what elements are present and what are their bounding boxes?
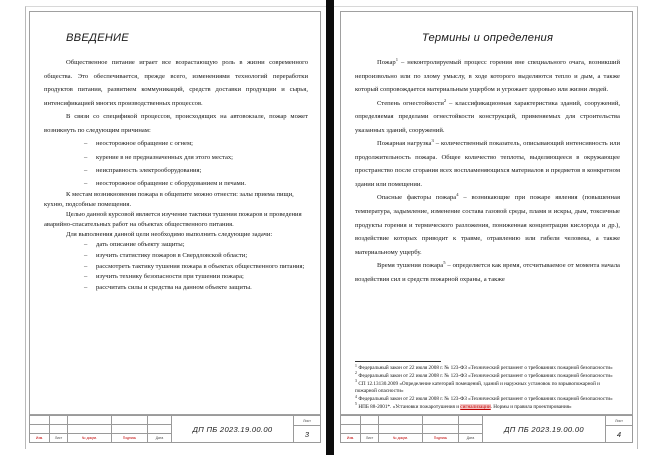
spellcheck-flagged-word[interactable]: сигнализации [460, 404, 491, 411]
title-block-blank-row [423, 416, 458, 425]
title-block-cell-list[interactable] [361, 416, 379, 442]
footnote-marker: 3 [355, 379, 357, 384]
title-block-blank-row [68, 425, 111, 434]
definition-text: – классификационная характеристика зданий, сооружений, определяемая пределами огнестойкости конструкций, применяемых для строительства указанных зданий, сооружений. [355, 99, 621, 134]
document-designation: ДП ПБ 2023.19.00.00 [192, 424, 273, 434]
title-block-blank-row [112, 416, 147, 425]
title-block-label-data: Дата [155, 436, 164, 440]
title-block-4 [340, 415, 633, 443]
title-block-blank-row [361, 416, 378, 425]
page-content-3 [30, 12, 320, 414]
footnote-text-after: . Нормы и правила проектирования» [490, 404, 572, 411]
page-title-terminy: Термины и определения [421, 32, 554, 44]
footnote-marker: 2 [355, 371, 357, 376]
page-sheet-4[interactable] [334, 6, 638, 449]
definition-pozhar [355, 56, 620, 97]
title-block-label-podpis: Подпись [122, 436, 137, 440]
title-block-blank-row [459, 416, 482, 425]
page-frame-3 [29, 11, 321, 415]
list-item: – рассмотреть тактику тушения пожара в объектах общественного питания; [84, 262, 308, 273]
definition-pozharnaya-nagruzka [355, 137, 620, 191]
title-block-designation-cell [483, 416, 606, 442]
title-block-designation-cell [172, 416, 294, 442]
document-designation: ДП ПБ 2023.19.00.00 [504, 424, 584, 434]
footnote-marker: 5 [355, 402, 357, 407]
title-block-3 [29, 415, 321, 443]
page-number-value: 3 [304, 429, 310, 439]
title-block-blank-row [50, 416, 67, 425]
definition-text: – неконтролируемый процесс горения вне специального очага, возникший непроизвольно или по злому умыслу, в ходе которого выделяются тепло и дым, а также который сопровождается материальным ущербом и угрожает здоровью или жизни людей. [355, 59, 620, 94]
intro-paragraph-1: Общественное питание играет все возрастающую роль в жизни современного общества. Это обеспечивается, прежде всего, изменениями технологий переработки продуктов питания, развитием коммуникаций, средств доставки продукции и сырья, интенсификацией многих производственных процессов. [44, 59, 308, 107]
list-item: – дать описание объекту защиты; [84, 240, 308, 251]
title-block-cell-data[interactable] [148, 416, 172, 442]
footnotes-section [355, 361, 620, 412]
definition-term: Пожарная нагрузка [377, 140, 432, 148]
footnote-marker: 4 [355, 394, 357, 399]
title-block-cell-podpis[interactable] [112, 416, 148, 442]
definition-text: – возникающие при пожаре явления (повышенная температура, задымление, изменение состава газовой среды, пламя и искры, дым, токсичные продукты горения и термического разложения, пониженная концентрация кислорода и др.), воздействие которых приводит к травме, отравлению или гибели человека, а также материальному ущербу. [355, 194, 620, 256]
definition-vremya-tusheniya [355, 259, 620, 286]
title-block-cell-dokum[interactable] [379, 416, 423, 442]
footnote-text: Федеральный закон от 22 июля 2008 г. № 123-ФЗ «Технический регламент о требованиях пожарной безопасности» [358, 373, 613, 380]
title-block-blank-row [423, 425, 458, 434]
title-block-page-cell [294, 416, 320, 442]
footnote-marker: 1 [355, 363, 357, 368]
title-block-cell-dokum[interactable] [68, 416, 112, 442]
definition-text: – определяется как время, отсчитываемое от момента начала воздействия сил и средств пожарной охраны, а также [355, 262, 620, 283]
footnote-item [355, 404, 620, 411]
title-block-cell-izm[interactable] [30, 416, 50, 442]
title-block-blank-row [148, 416, 171, 425]
fire-causes-list [44, 137, 308, 190]
list-item: – неисправность электрооборудования; [84, 164, 308, 177]
footnote-text: Федеральный закон от 22 июля 2008 г. № 123-ФЗ «Технический регламент о требованиях пожарной безопасности» [358, 396, 613, 403]
footnote-ref-3[interactable]: 3 [431, 138, 434, 144]
intro-paragraph-2: В связи со спецификой процессов, происходящих на автовокзале, пожар может возникнуть по следующим причинам: [44, 113, 308, 134]
footnote-ref-1[interactable]: 1 [395, 57, 398, 63]
title-block-label-podpis: Подпись [433, 436, 448, 440]
title-block-cell-izm[interactable] [341, 416, 361, 442]
title-block-blank-row [341, 416, 360, 425]
title-block-label-dokum: № докум. [82, 436, 97, 440]
title-block-blank-row [361, 425, 378, 434]
title-block-blank-row [30, 425, 49, 434]
page-title-vvedenie: ВВЕДЕНИЕ [66, 32, 129, 44]
title-block-blank-row [30, 416, 49, 425]
intro-paragraph-4: Целью данной курсовой является изучение тактики тушения пожаров и проведения аварийно-спасательных работ на объектах общественного питания. [44, 211, 302, 229]
definition-term: Опасные факторы пожара [377, 194, 457, 202]
footnote-ref-4[interactable]: 4 [456, 192, 459, 198]
page-slot-left [0, 0, 326, 455]
footnote-item [355, 381, 620, 396]
title-block-blank-row [379, 425, 422, 434]
title-block-columns [341, 416, 483, 442]
footnote-list [355, 365, 620, 411]
intro-paragraph-5: Для выполнения данной цели необходимо выполнить следующие задачи: [66, 231, 273, 239]
list-item: – изучить технику безопасности при тушении пожара; [84, 272, 308, 283]
title-block-page-cell [606, 416, 632, 442]
footnote-text-before: НПБ 88-2001*. «Установки пожаротушения и [358, 404, 461, 411]
title-block-cell-list[interactable] [50, 416, 68, 442]
page-number-label: Лист [294, 416, 320, 426]
footnote-item [355, 365, 620, 372]
title-block-label-data: Дата [466, 436, 475, 440]
footnote-item [355, 373, 620, 380]
page-gutter-separator [326, 0, 334, 455]
footnote-text: Федеральный закон от 22 июля 2008 г. № 123-ФЗ «Технический регламент о требованиях пожарной безопасности» [358, 365, 613, 372]
title-block-blank-row [148, 425, 171, 434]
title-block-blank-row [379, 416, 422, 425]
list-item: – изучить статистику пожаров в Свердловской области; [84, 251, 308, 262]
title-block-blank-row [112, 425, 147, 434]
title-block-blank-row [341, 425, 360, 434]
page-slot-right [334, 0, 660, 455]
page-content-4 [341, 12, 632, 414]
title-block-label-list: Лист [54, 436, 63, 440]
title-block-cell-podpis[interactable] [423, 416, 459, 442]
footnote-ref-5[interactable]: 5 [443, 259, 446, 265]
list-item: – неосторожное обращение с оборудованием и печами. [84, 177, 308, 190]
footnote-separator-rule [355, 361, 441, 362]
title-block-cell-data[interactable] [459, 416, 483, 442]
title-block-blank-row [68, 416, 111, 425]
title-block-blank-row [50, 425, 67, 434]
footnote-text: СП 12.13130.2009 «Определение категорий помещений, зданий и наружных установок по взрывопожарной и пожарной опасности» [355, 381, 600, 395]
page-sheet-3[interactable] [25, 6, 326, 449]
footnote-ref-2[interactable]: 2 [443, 97, 447, 103]
page-number-value: 4 [616, 429, 622, 439]
page-frame-4 [340, 11, 633, 415]
definition-stepen-ognestoykosti [355, 97, 620, 138]
title-block-blank-row [459, 425, 482, 434]
intro-paragraph-3: К местам возникновения пожара в общепите можно отнести: залы приема пищи, кухню, подсобные помещения. [44, 191, 294, 209]
tasks-list [44, 240, 308, 293]
definition-term: Степень огнестойкости [377, 99, 444, 107]
list-item: – курение в не предназначенных для этого местах; [84, 151, 308, 164]
title-block-label-list: Лист [365, 436, 374, 440]
list-item: – рассчитать силы и средства на данном объекте защиты. [84, 283, 308, 294]
definition-term: Пожар [377, 59, 396, 67]
list-item: – неосторожное обращение с огнем; [84, 137, 308, 150]
definition-text: – количественный показатель, описывающий интенсивность или продолжительность пожара. Общее количество теплоты, выделяющееся в окружающее пространство после сгорания всех воспламеняющихся материалов и предметов в конкретном здании или помещении. [355, 140, 620, 188]
title-block-label-izm: Изм. [35, 436, 44, 440]
page-number-label: Лист [606, 416, 632, 426]
definition-term: Время тушения пожара [377, 262, 444, 270]
definition-opasnye-faktory [355, 191, 620, 259]
footnote-item [355, 396, 620, 403]
title-block-label-dokum: № докум. [393, 436, 408, 440]
title-block-label-izm: Изм. [346, 436, 355, 440]
title-block-columns [30, 416, 172, 442]
